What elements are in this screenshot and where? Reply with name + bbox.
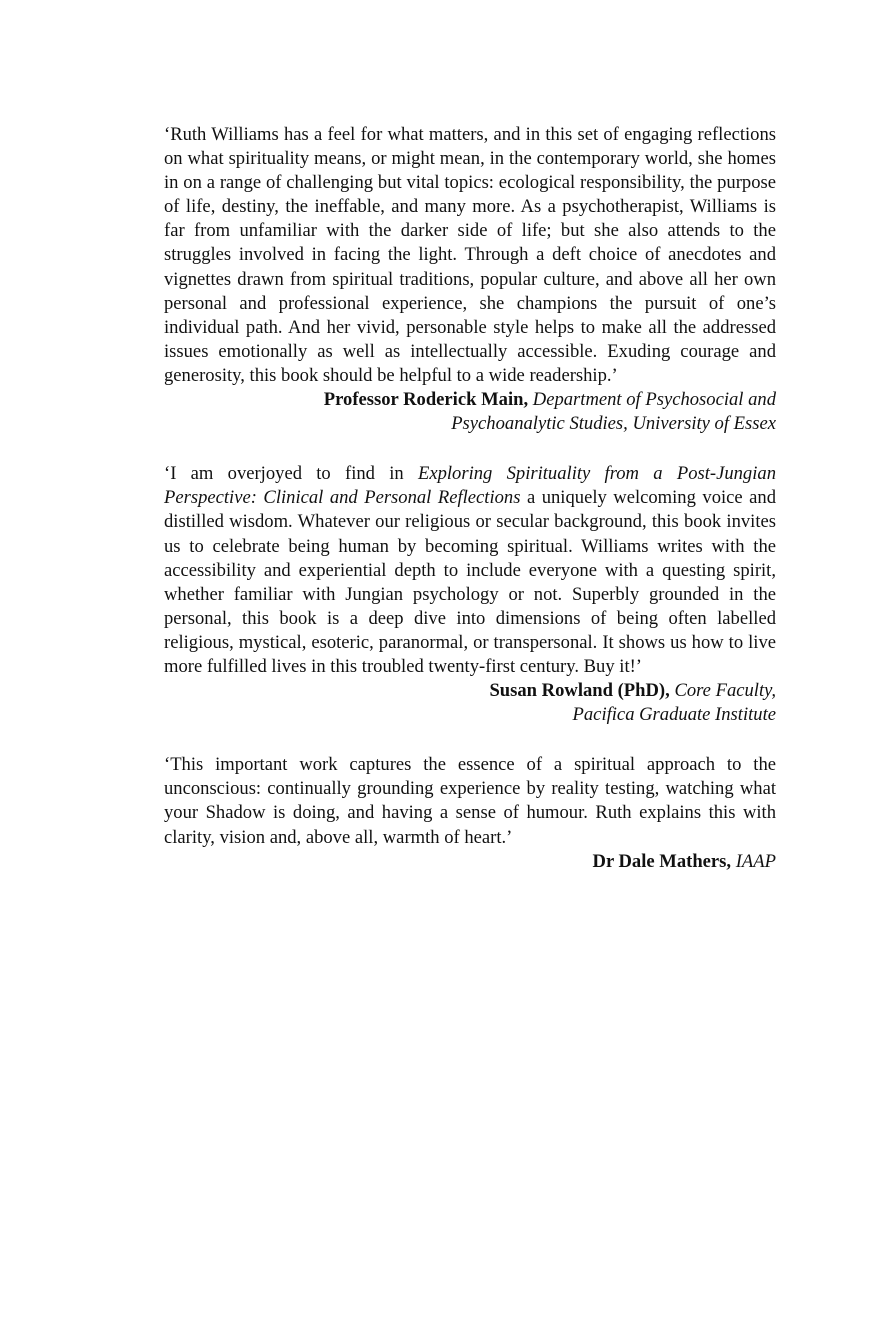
endorser-name: Susan Rowland (PhD), xyxy=(489,680,670,702)
endorser-affiliation-line1: Core Faculty, xyxy=(674,680,776,702)
book-title: Exploring Spirituality from a Post-Jungian Perspective: Clinical and Personal Reflections xyxy=(164,463,776,509)
endorser-affiliation-line2: Pacifica Graduate Institute xyxy=(572,704,776,726)
endorsement-rowland xyxy=(164,462,776,727)
endorser-name: Professor Roderick Main, xyxy=(323,389,529,411)
endorser-affiliation-line2: Psychoanalytic Studies, University of Essex xyxy=(451,413,776,435)
quote-text-end: a uniquely welcoming voice and distilled wisdom. Whatever our religious or secular background, this book invites us to celebrate being human by becoming spiritual. Williams writes with the accessibility and experiential depth to include everyone with a questing spirit, whether familiar with Jungian psychology or not. Superbly grounded in the personal, this book is a deep dive into dimensions of being often labelled religious, mystical, esoteric, paranormal, or transpersonal. It shows us how to live more fulfilled lives in this troubled twenty-first century. Buy it!’ xyxy=(164,487,777,677)
quote-text-start: ‘I am overjoyed to find in xyxy=(164,463,418,485)
endorser-affiliation: IAAP xyxy=(735,850,776,872)
endorser-affiliation-line1: Department of Psychosocial and xyxy=(532,389,776,411)
endorsement-attribution xyxy=(164,679,776,727)
endorsement-main xyxy=(164,123,776,436)
endorser-name: Dr Dale Mathers, xyxy=(592,850,732,872)
endorsements-page xyxy=(164,123,776,898)
endorsement-quote: ‘This important work captures the essence of a spiritual approach to the unconscious: continually grounding experience by reality testing, watching what your Shadow is doing, and having a sense of humour. Ruth explains this with clarity, vision and, above all, warmth of heart.’ xyxy=(164,754,776,848)
endorsement-quote xyxy=(164,462,776,679)
endorsement-attribution xyxy=(164,850,776,874)
endorsement-quote: ‘Ruth Williams has a feel for what matters, and in this set of engaging reflections on what spirituality means, or might mean, in the contemporary world, she homes in on a range of challenging but vital topics: ecological responsibility, the purpose of life, destiny, the ineffable, and many more. As a psychotherapist, Williams is far from unfamiliar with the darker side of life; but she also attends to the struggles involved in facing the light. Through a deft choice of anecdotes and vignettes drawn from spiritual traditions, popular culture, and above all her own personal and professional experience, she champions the pursuit of one’s individual path. And her vivid, personable style helps to make all the addressed issues emotionally as well as intellectually accessible. Exuding courage and generosity, this book should be helpful to a wide readership.’ xyxy=(164,124,776,386)
endorsement-mathers xyxy=(164,753,776,873)
endorsement-attribution xyxy=(164,388,776,436)
